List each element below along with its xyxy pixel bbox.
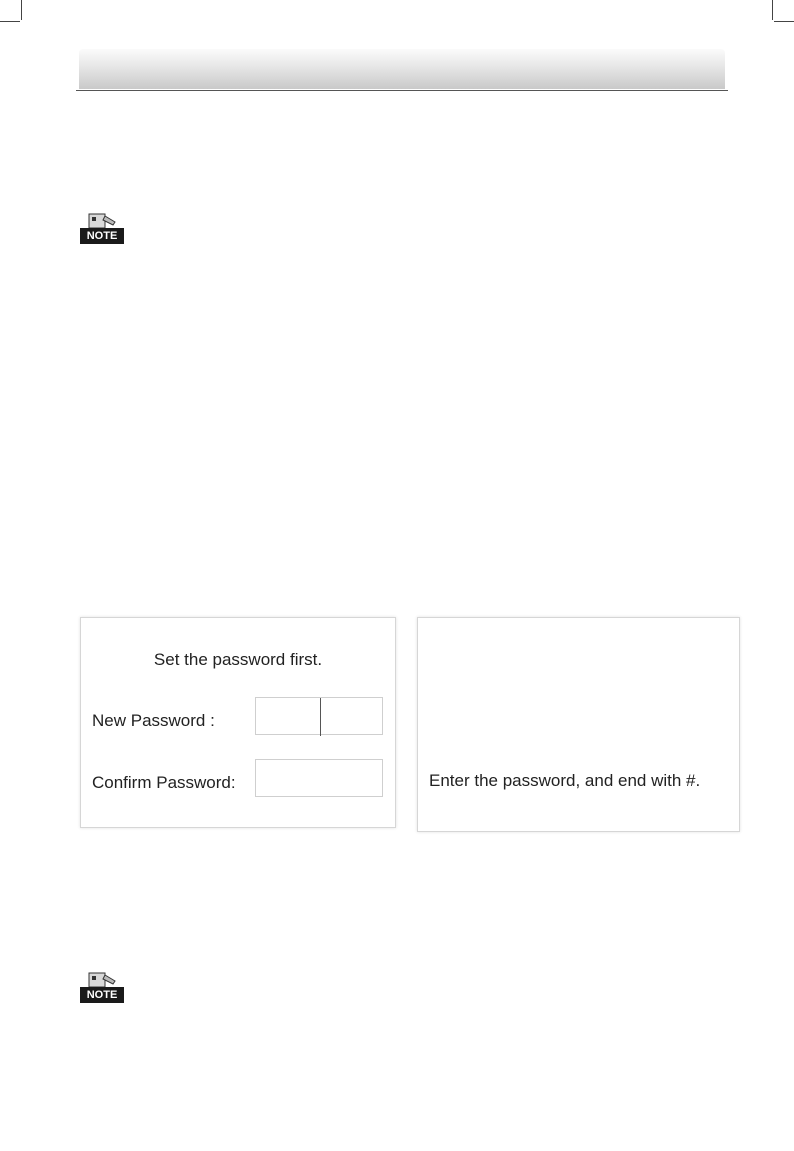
confirm-password-label: Confirm Password: — [92, 773, 236, 792]
note-label: NOTE — [80, 228, 124, 244]
crop-mark-top-right-horizontal — [774, 21, 794, 22]
enter-password-panel — [417, 617, 740, 832]
new-password-label: New Password : — [92, 711, 215, 730]
header-divider — [76, 90, 728, 91]
note-icon — [79, 971, 125, 1007]
crop-mark-top-left-vertical — [21, 0, 22, 20]
crop-mark-top-left-horizontal — [0, 21, 20, 22]
new-password-input[interactable] — [255, 697, 383, 735]
text-cursor — [320, 698, 321, 736]
note-icon — [79, 212, 125, 248]
panel-title: Set the password first. — [153, 650, 323, 669]
set-password-panel — [80, 617, 396, 828]
note-label: NOTE — [80, 987, 124, 1003]
page-header-bar — [79, 49, 725, 89]
crop-mark-top-right-vertical — [772, 0, 773, 20]
confirm-password-input[interactable] — [255, 759, 383, 797]
enter-password-prompt: Enter the password, and end with #. — [429, 771, 701, 790]
